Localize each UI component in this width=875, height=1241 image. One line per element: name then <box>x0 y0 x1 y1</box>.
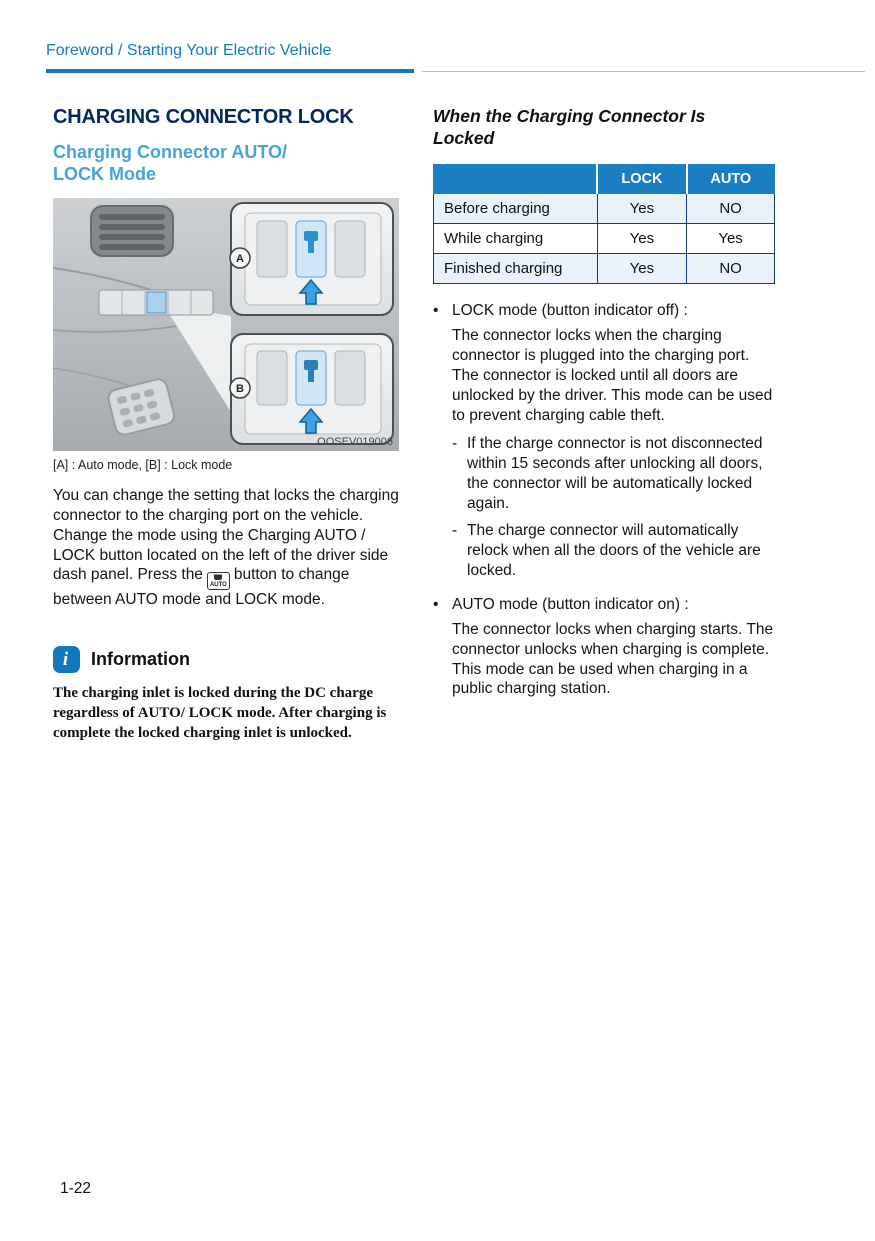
dash-icon: - <box>452 434 458 452</box>
dashboard-figure <box>53 198 399 451</box>
lock-auto-table <box>433 164 775 284</box>
bullet-icon: • <box>433 595 439 613</box>
list-item-lock-mode <box>433 301 775 588</box>
table-cell-lock: Yes <box>597 253 686 283</box>
mode-description-list <box>433 301 775 708</box>
section-title: CHARGING CONNECTOR LOCK <box>53 106 354 128</box>
header-rule <box>422 71 865 72</box>
auto-mode-panel <box>230 203 393 315</box>
figure-label-b: B <box>236 382 244 395</box>
lock-mode-description: The connector locks when the charging connector is plugged into the charging port. The connector is locked until all doors are unlocked by the driver. This mode can be used to prevent charging cable theft. <box>452 326 773 424</box>
body-text-before: You can change the setting that locks the charging connector to the charging port on the vehicle. Change the mode using the Charging AUTO / LOCK button located on the left of the driver side dash panel. Press the <box>53 487 399 584</box>
page-number: 1-22 <box>60 1180 92 1197</box>
table-header-auto: AUTO <box>687 164 775 193</box>
table-row <box>434 253 775 283</box>
content-columns <box>53 106 775 744</box>
table-cell-lock: Yes <box>597 193 686 223</box>
lock-mode-subitem <box>452 521 775 581</box>
figure-code: OOSEV019006 <box>317 435 393 448</box>
auto-mode-description: The connector locks when charging starts. The connector unlocks when charging is complete. This mode can be used when charging in a public charging station. <box>452 620 774 698</box>
information-text: The charging inlet is locked during the DC charge regardless of AUTO/ LOCK mode. After charging is complete the locked charging inlet is unlocked. <box>53 685 387 741</box>
figure-caption: [A] : Auto mode, [B] : Lock mode <box>53 457 233 472</box>
information-header <box>53 646 399 673</box>
dash-icon: - <box>452 521 458 539</box>
left-column <box>53 106 399 744</box>
lock-mode-panel <box>230 334 393 444</box>
table-header-empty <box>434 164 598 193</box>
lock-mode-label: LOCK mode (button indicator off) : <box>452 301 688 319</box>
subsection-title-line1: Charging Connector AUTO/ <box>53 142 287 162</box>
body-text-after: button to change between AUTO mode and LOCK mode. <box>53 566 350 609</box>
lock-mode-subitem-text: The charge connector will automatically relock when all the doors of the vehicle are locked. <box>467 521 761 579</box>
breadcrumb: Foreword / Starting Your Electric Vehicle <box>46 42 332 59</box>
plug-glyph-icon <box>212 574 224 582</box>
page-header <box>46 42 865 73</box>
right-section-title <box>433 106 775 150</box>
information-icon: i <box>53 646 80 673</box>
subsection-title-line2: LOCK Mode <box>53 163 156 184</box>
table-row <box>434 223 775 253</box>
right-column <box>433 106 775 744</box>
auto-mode-label: AUTO mode (button indicator on) : <box>452 595 689 613</box>
table-cell-label: Finished charging <box>434 253 598 283</box>
table-header-row <box>434 164 775 193</box>
header-rule-row <box>46 69 865 73</box>
table-cell-auto: Yes <box>687 223 775 253</box>
lock-mode-subitem-text: If the charge connector is not disconnected within 15 seconds after unlocking all doors, the connector will be automatically locked again. <box>467 434 763 512</box>
breadcrumb-underline <box>46 69 414 73</box>
dashboard-illustration <box>53 198 399 451</box>
table-cell-label: While charging <box>434 223 598 253</box>
table-row <box>434 193 775 223</box>
subsection-title <box>53 142 399 186</box>
table-header-lock: LOCK <box>597 164 686 193</box>
figure-label-a: A <box>236 252 244 265</box>
charging-auto-lock-button-icon <box>207 572 230 590</box>
table-cell-label: Before charging <box>434 193 598 223</box>
button-icon-text: AUTO <box>209 582 227 589</box>
lock-mode-subitem <box>452 434 775 514</box>
bullet-icon: • <box>433 301 439 319</box>
list-item-auto-mode <box>433 595 775 708</box>
dash-button-strip <box>99 290 213 315</box>
right-title-line1: When the Charging Connector Is <box>433 106 706 126</box>
right-title-line2: Locked <box>433 127 495 148</box>
dashboard-figure-block <box>53 198 399 473</box>
body-paragraph <box>53 486 399 610</box>
table-cell-auto: NO <box>687 193 775 223</box>
table-cell-lock: Yes <box>597 223 686 253</box>
air-vent-icon <box>91 206 173 256</box>
table-cell-auto: NO <box>687 253 775 283</box>
information-title: Information <box>91 649 190 670</box>
